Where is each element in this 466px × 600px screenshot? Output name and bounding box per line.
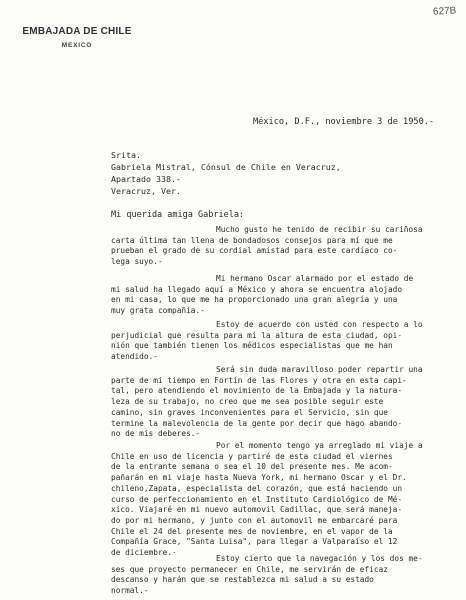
recipient-address (111, 149, 341, 197)
paragraph-line: mi salud ha llegado aquí a México y ahora se encuentra alojado (111, 284, 403, 294)
paragraph-line: nión que también tienen los médicos especialistas que me han (111, 341, 393, 351)
paragraph-line: normal.- (111, 586, 149, 596)
paragraph-line: ses que proyecto permanecer en Chile, me servirán de eficaz (111, 564, 388, 574)
letterhead-name: EMBAJADA DE CHILE (22, 26, 132, 37)
paragraph-line: perjudicial que resulta para mí la altura de esta ciudad, opi- (111, 330, 403, 340)
paragraph-line: lega suyo.- (111, 257, 163, 267)
paragraph-line: leza de su trabajo, no creo que me sea posible seguir este (111, 397, 384, 407)
paragraph-line: atendido.- (111, 352, 158, 362)
paragraph-line: Compañía Grace, "Santa Luisa", para llegar a Valparaíso el 12 (111, 537, 398, 547)
paragraph-line: termine la malevolencia de la gente por decir que hago abando- (111, 418, 403, 428)
paragraph-line: Mi hermano Oscar alarmado por el estado de (216, 274, 414, 283)
paragraph-line: Por el momento tengo ya arreglado mi viaje a (216, 441, 423, 450)
recipient-line: Apartado 338.- (111, 174, 181, 184)
paragraph-line: Chile el 24 del presente mes de noviembre, en el vapor de la (111, 526, 393, 536)
recipient-line: Gabriela Mistral, Cónsul de Chile en Veracruz, (111, 162, 341, 172)
paragraph-line: xico. Viajaré en mi nuevo automovil Cadillac, que será maneja- (111, 505, 403, 515)
paragraph (111, 365, 453, 440)
letter-date: México, D.F., noviembre 3 de 1950.- (253, 117, 435, 127)
paragraph-line: Estoy de acuerdo con usted con respecto a lo (216, 320, 423, 329)
paragraph-line: prueban el grado de su cordial amistad para este cardíaco co- (111, 246, 398, 256)
paragraph-line: Mucho gusto he tenido de recibir su cariñosa (216, 225, 423, 234)
paragraph-line: en mi casa, lo que me ha proporcionado una gran alegría y una (111, 295, 398, 305)
paragraph-line: descanso y harán que se restablezca mi salud a su estado (111, 575, 374, 585)
paragraph-line: carta última tan llena de bondadosos consejos para mí que me (111, 235, 393, 245)
letterhead (22, 26, 132, 49)
paragraph-line: chileno,Zapata, especialista del corazón, que está haciendo un (111, 483, 403, 493)
paragraph-line: curso de perfeccionamiento en el Instituto Cardiológico de Mé- (111, 494, 403, 504)
paragraph-line: muy grata compañía.- (111, 306, 205, 316)
letterhead-city: MEXICO (61, 42, 93, 49)
paragraph-line: do por mi hermano, y junto con el automovil me embarcaré para (111, 515, 398, 525)
paragraph-line: no de mis deberes.- (111, 429, 201, 439)
paragraph-line: tal, pero atendiendo el movimiento de la Embajada y la natura- (111, 386, 403, 396)
paragraph-line: camino, sin graves inconvenientes para el Servicio, sin que (111, 407, 388, 417)
paragraph (111, 554, 453, 597)
paragraph-line: Chile en uso de licencia y partiré de esta ciudad el viernes (111, 451, 393, 461)
paragraph-line: de la entrante semana o sea el 10 del presente mes. Me acom- (111, 462, 393, 472)
salutation: Mi querida amiga Gabriela: (111, 210, 245, 220)
paragraph (111, 320, 453, 363)
paragraph-line: Será sin duda maravilloso poder repartir una (216, 365, 423, 374)
paragraph (111, 274, 453, 317)
recipient-line: Srita. (111, 150, 141, 160)
paragraph (111, 441, 453, 559)
paragraph (111, 225, 453, 268)
archive-annotation: 627B (432, 5, 457, 18)
recipient-line: Veracruz, Ver. (111, 186, 181, 196)
paragraph-line: pañarán en mi viaje hasta Nueva York, mi hermano Oscar y el Dr. (111, 473, 407, 483)
paragraph-line: parte de mi tiempo en Fortín de las Flores y otra en esta capi- (111, 375, 407, 385)
paragraph-line: Estoy cierto que la navegación y los dos me- (216, 554, 423, 563)
paragraph-line: de diciembre.- (111, 548, 177, 558)
